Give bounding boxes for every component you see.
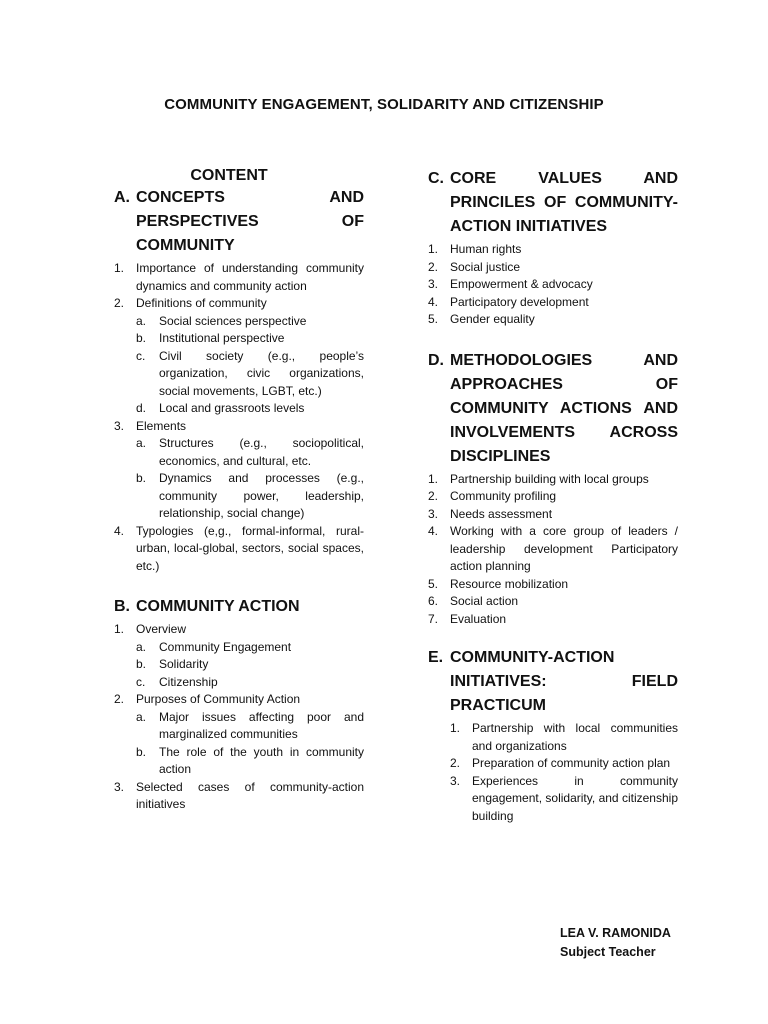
section-c-list xyxy=(428,241,678,329)
list-item: 4. Participatory development xyxy=(428,294,589,309)
sub-list-item: b. The role of the youth in community action xyxy=(136,744,364,776)
list-item: 1. Partnership with local communities and organizations xyxy=(450,721,678,753)
list-item: 4. Typologies (e,g., formal-informal, rural-urban, local-global, sectors, social spaces, etc.) xyxy=(114,523,364,573)
section-heading-line: METHODOLOGIES AND xyxy=(450,351,678,369)
sub-list-item: b. Institutional perspective xyxy=(136,331,285,345)
right-column xyxy=(428,167,678,825)
section-letter: B. xyxy=(114,598,130,615)
sub-list-item: c. Citizenship xyxy=(136,674,218,689)
section-heading-line: PRACTICUM xyxy=(450,697,546,714)
section-a-list xyxy=(114,260,364,575)
sub-list xyxy=(114,709,364,779)
signature-block xyxy=(560,924,671,962)
section-heading-line: CONCEPTS AND xyxy=(136,189,364,206)
section-c-heading xyxy=(428,167,678,239)
list-item: 3. Selected cases of community-action initiatives xyxy=(114,779,364,811)
list-item: 3. Empowerment & advocacy xyxy=(428,277,593,291)
list-item: 3. Elements xyxy=(114,418,187,433)
list-item: 5. Resource mobilization xyxy=(428,576,569,591)
teacher-name: LEA V. RAMONIDA xyxy=(560,926,671,940)
sub-list-item: a. Structures (e.g., sociopolitical, economics, and cultural, etc. xyxy=(136,436,364,468)
list-item: 2. Social justice xyxy=(428,259,521,274)
sub-list-item: b. Dynamics and processes (e.g., community power, leadership, relationship, social change) xyxy=(136,471,364,520)
section-heading-line: COMMUNITY xyxy=(136,237,235,254)
sub-list-item: d. Local and grassroots levels xyxy=(136,401,305,415)
list-item: 7. Evaluation xyxy=(428,611,507,626)
section-heading-line: INITIATIVES: FIELD xyxy=(450,673,678,690)
section-letter: D. xyxy=(428,351,444,369)
list-item: 2. Community profiling xyxy=(428,489,557,503)
section-heading-line: DISCIPLINES xyxy=(450,447,551,465)
sub-list xyxy=(114,435,364,523)
section-heading-line: COMMUNITY ACTIONS AND xyxy=(450,399,678,417)
section-heading-line: APPROACHES OF xyxy=(450,375,678,393)
section-heading-line: ACTION INITIATIVES xyxy=(450,218,608,235)
list-item: 3. Needs assessment xyxy=(428,506,553,521)
section-letter: A. xyxy=(114,189,130,206)
section-a-heading xyxy=(114,186,364,258)
sub-list-item: c. Civil society (e.g., people’s organization, civic organizations, social movements, LGBT, etc.) xyxy=(136,348,364,398)
list-item: 3. Experiences in community engagement, solidarity, and citizenship building xyxy=(450,773,678,823)
sub-list xyxy=(114,639,364,692)
list-item: 1. Partnership building with local groups xyxy=(428,471,649,486)
list-item: 2. Definitions of community xyxy=(114,296,267,310)
list-item: 4. Working with a core group of leaders / leadership development Participatory action planning xyxy=(428,524,678,573)
list-item: 1. Importance of understanding community dynamics and community action xyxy=(114,261,364,293)
sub-list xyxy=(114,313,364,418)
section-e-list xyxy=(450,720,678,825)
section-d-heading xyxy=(428,349,678,469)
sub-list-item: b. Solidarity xyxy=(136,657,209,671)
section-heading-line: CORE VALUES AND xyxy=(450,170,678,187)
content-heading: CONTENT xyxy=(190,167,268,184)
list-item: 2. Purposes of Community Action xyxy=(114,692,301,706)
section-heading-line: COMMUNITY ACTION xyxy=(136,598,300,615)
section-b-heading xyxy=(114,595,364,619)
section-letter: E. xyxy=(428,649,444,666)
section-letter: C. xyxy=(428,170,444,187)
section-heading-line: INVOLVEMENTS ACROSS xyxy=(450,423,678,441)
left-column xyxy=(114,167,364,814)
sub-list-item: a. Major issues affecting poor and marginalized communities xyxy=(136,709,364,741)
teacher-role: Subject Teacher xyxy=(560,945,656,959)
list-item: 6. Social action xyxy=(428,594,519,608)
sub-list-item: a. Community Engagement xyxy=(136,639,292,654)
section-d-list xyxy=(428,471,678,629)
sub-list-item: a. Social sciences perspective xyxy=(136,313,307,328)
section-e-heading xyxy=(428,646,678,718)
list-item: 1. Human rights xyxy=(428,242,522,256)
section-b-list xyxy=(114,621,364,814)
section-heading-line: PERSPECTIVES OF xyxy=(136,213,364,230)
section-heading-line: COMMUNITY-ACTION xyxy=(450,649,615,666)
list-item: 5. Gender equality xyxy=(428,312,535,326)
list-item: 1. Overview xyxy=(114,622,187,636)
section-heading-line: PRINCILES OF COMMUNITY- xyxy=(450,194,678,211)
document-title: COMMUNITY ENGAGEMENT, SOLIDARITY AND CITIZENSHIP xyxy=(164,96,604,113)
list-item: 2. Preparation of community action plan xyxy=(450,756,671,770)
